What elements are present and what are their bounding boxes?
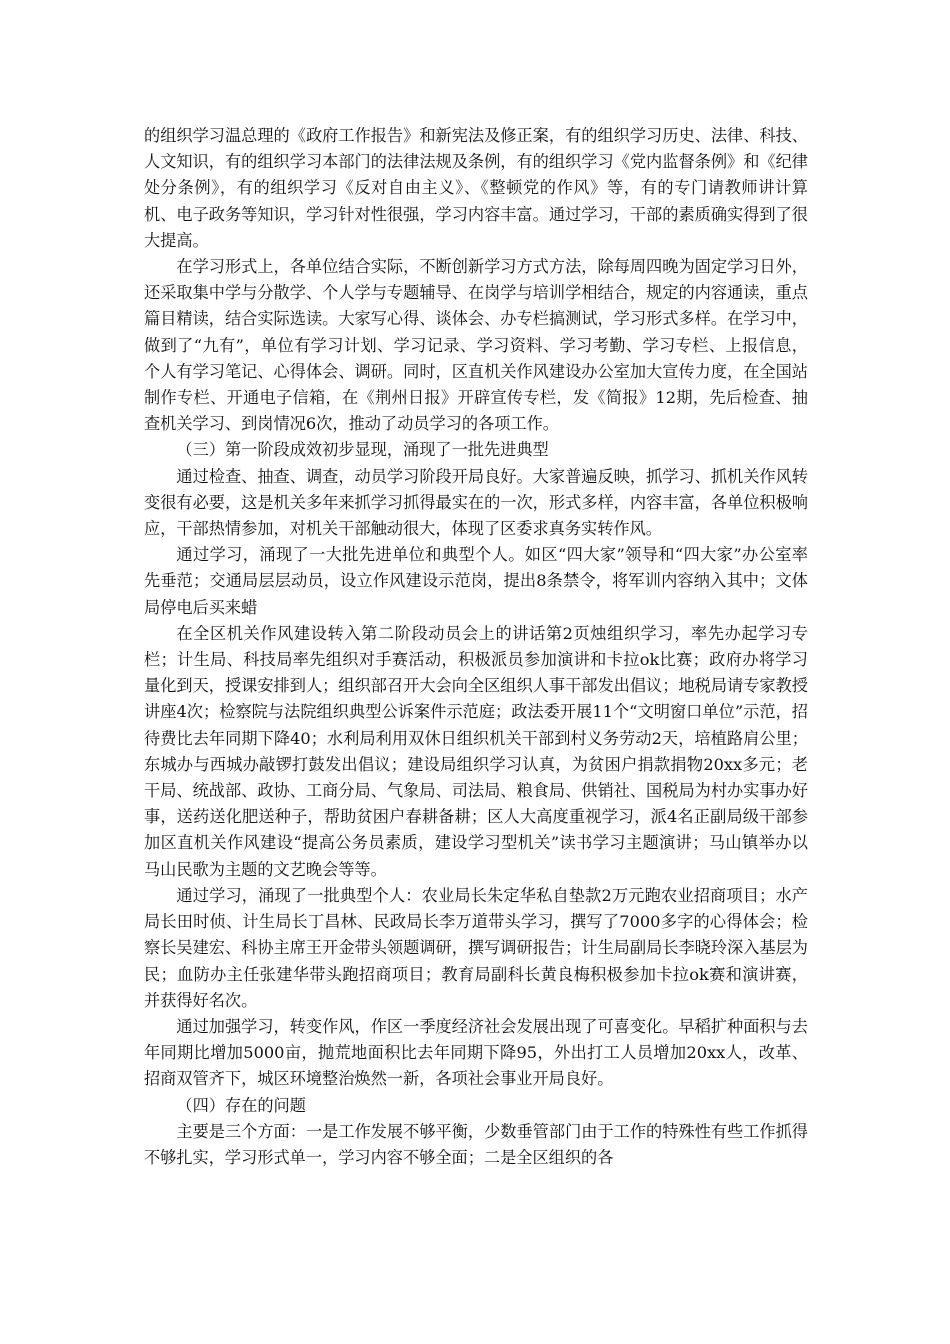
paragraph-5: 通过学习，涌现了一大批先进单位和典型个人。如区“四大家”领导和“四大家”办公室率先垂范；交通局层层动员，设立作风建设示范岗，提出8条禁令，将军训内容纳入其中；文体局停电后买来蜡 <box>144 545 808 617</box>
paragraph-8: 通过加强学习，转变作风，作区一季度经济社会发展出现了可喜变化。早稻扩种面积与去年同期比增加5000亩，抛荒地面积比去年同期下降95，外出打工人员增加20xx人，改革、招商双管齐下，城区环境整治焕然一新，各项社会事业开局良好。 <box>144 1016 808 1089</box>
document-body <box>144 123 808 1171</box>
section-heading-4: （四）存在的问题 <box>176 1095 306 1115</box>
paragraph-2: 在学习形式上，各单位结合实际，不断创新学习方式方法，除每周四晚为固定学习日外，还采取集中学与分散学、个人学与专题辅导、在岗学与培训学相结合，规定的内容通读，重点篇目精读，结合实际选读。大家写心得、谈体会、办专栏搞测试，学习形式多样。在学习中，做到了“九有”，单位有学习计划、学习记录、学习资料、学习考勤、学习专栏、上报信息，个人有学习笔记、心得体会、调研。同时，区直机关作风建设办公室加大宣传力度，在全国站制作专栏、开通电子信箱，在《荆州日报》开辟宣传专栏，发《简报》12期，先后检查、抽查机关学习、到岗情况6次，推动了动员学习的各项工作。 <box>144 257 808 434</box>
paragraph-4: 通过检查、抽查、调查，动员学习阶段开局良好。大家普遍反映，抓学习、抓机关作风转变很有必要，这是机关多年来抓学习抓得最实在的一次，形式多样，内容丰富，各单位积极响应，干部热情参加，对机关干部触动很大，体现了区委求真务实转作风。 <box>144 466 808 539</box>
paragraph-10: 主要是三个方面：一是工作发展不够平衡，少数垂管部门由于工作的特殊性有些工作抓得不够扎实，学习形式单一，学习内容不够全面；二是全区组织的各 <box>144 1121 808 1167</box>
paragraph-6: 在全区机关作风建设转入第二阶段动员会上的讲话第2页烛组织学习，率先办起学习专栏；计生局、科技局率先组织对手赛活动，积极派员参加演讲和卡拉ok比赛；政府办将学习量化到天，授课安排到人；组织部召开大会向全区组织人事干部发出倡议；地税局请专家教授讲座4次；检察院与法院组织典型公诉案件示范庭；政法委开展11个“文明窗口单位”示范，招待费比去年同期下降40；水利局利用双休日组织机关干部到村义务劳动2天，培植路肩公里；东城办与西城办敲锣打鼓发出倡议；建设局组织学习认真，为贫困户捐款捐物20xx多元；老干局、统战部、政协、工商分局、气象局、司法局、粮食局、供销社、国税局为村办实事办好事，送药送化肥送种子，帮助贫困户春耕备耕；区人大高度重视学习，派4名正副局级干部参加区直机关作风建设“提高公务员素质，建设学习型机关”读书学习主题演讲；马山镇举办以马山民歌为主题的文艺晚会等等。 <box>144 623 808 879</box>
paragraph-7: 通过学习，涌现了一批典型个人：农业局长朱定华私自垫款2万元跑农业招商项目；水产局长田时侦、计生局长丁昌林、民政局长李万道带头学习，撰写了7000多字的心得体会；检察长吴建宏、科协主席王开金带头领题调研，撰写调研报告；计生局副局长李晓玲深入基层为民；血防办主任张建华带头跑招商项目；教育局副科长黄良梅积极参加卡拉ok赛和演讲赛，并获得好名次。 <box>144 885 808 1010</box>
paragraph-1: 的组织学习温总理的《政府工作报告》和新宪法及修正案，有的组织学习历史、法律、科技、人文知识，有的组织学习本部门的法律法规及条例，有的组织学习《党内监督条例》和《纪律处分条例》，有的组织学习《反对自由主义》、《整顿党的作风》等，有的专门请教师讲计算机、电子政务等知识，学习针对性很强，学习内容丰富。通过学习，干部的素质确实得到了很大提高。 <box>144 126 808 250</box>
section-heading-3: （三）第一阶段成效初步显现，涌现了一批先进典型 <box>176 440 549 460</box>
